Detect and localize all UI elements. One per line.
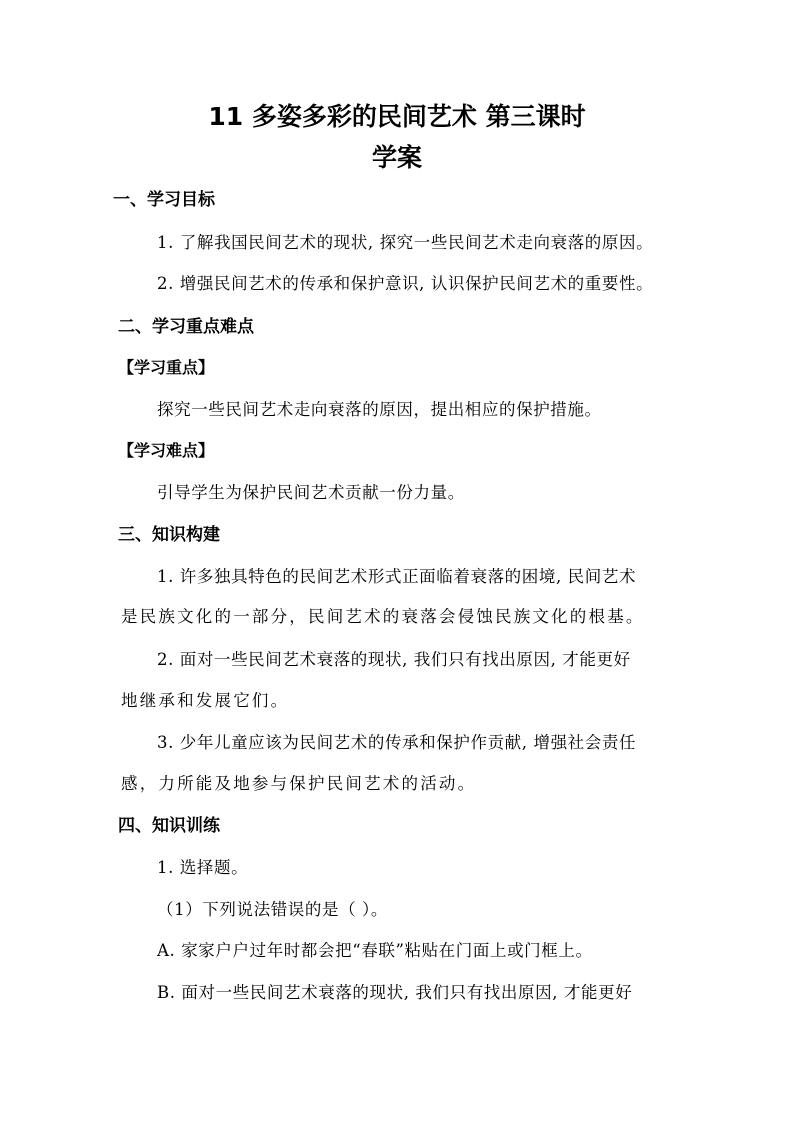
section-heading-knowledge: 三、知识构建 [118, 525, 220, 545]
option-a: A. 家家户户过年时都会把“春联”粘贴在门面上或门框上。 [157, 941, 593, 960]
question-1: （1）下列说法错误的是（ ）。 [157, 900, 388, 919]
option-b: B. 面对一些民间艺术衰落的现状, 我们只有找出原因, 才能更好 [157, 983, 633, 1002]
difficulty-label: 【学习难点】 [118, 441, 215, 460]
key-point-label: 【学习重点】 [118, 358, 215, 377]
knowledge-paragraph-1: 1. 许多独具特色的民间艺术形式正面临着衰落的困境, 民间艺术 [157, 567, 637, 586]
knowledge-paragraph-3-cont: 感，力所能及地参与保护民间艺术的活动。 [121, 774, 477, 793]
objective-item: 2. 增强民间艺术的传承和保护意识, 认识保护民间艺术的重要性。 [157, 274, 654, 293]
section-heading-practice: 四、知识训练 [118, 816, 220, 836]
knowledge-paragraph-1-cont: 是民族文化的一部分，民间艺术的衰落会侵蚀民族文化的根基。 [121, 607, 645, 626]
key-point-text: 探究一些民间艺术走向衰落的原因，提出相应的保护措施。 [157, 400, 602, 419]
question-type: 1. 选择题。 [157, 858, 249, 877]
objective-item: 1. 了解我国民间艺术的现状, 探究一些民间艺术走向衰落的原因。 [157, 233, 654, 252]
document-subtitle: 学案 [371, 143, 422, 172]
section-heading-objectives: 一、学习目标 [113, 190, 215, 210]
knowledge-paragraph-2: 2. 面对一些民间艺术衰落的现状, 我们只有找出原因, 才能更好 [157, 650, 631, 669]
document-title: 11 多姿多彩的民间艺术 第三课时 [208, 102, 586, 131]
difficulty-text: 引导学生为保护民间艺术贡献一份力量。 [157, 483, 465, 502]
section-heading-key-points: 二、学习重点难点 [118, 317, 254, 337]
knowledge-paragraph-3: 3. 少年儿童应该为民间艺术的传承和保护作贡献, 增强社会责任 [157, 733, 637, 752]
knowledge-paragraph-2-cont: 地继承和发展它们。 [121, 691, 290, 710]
